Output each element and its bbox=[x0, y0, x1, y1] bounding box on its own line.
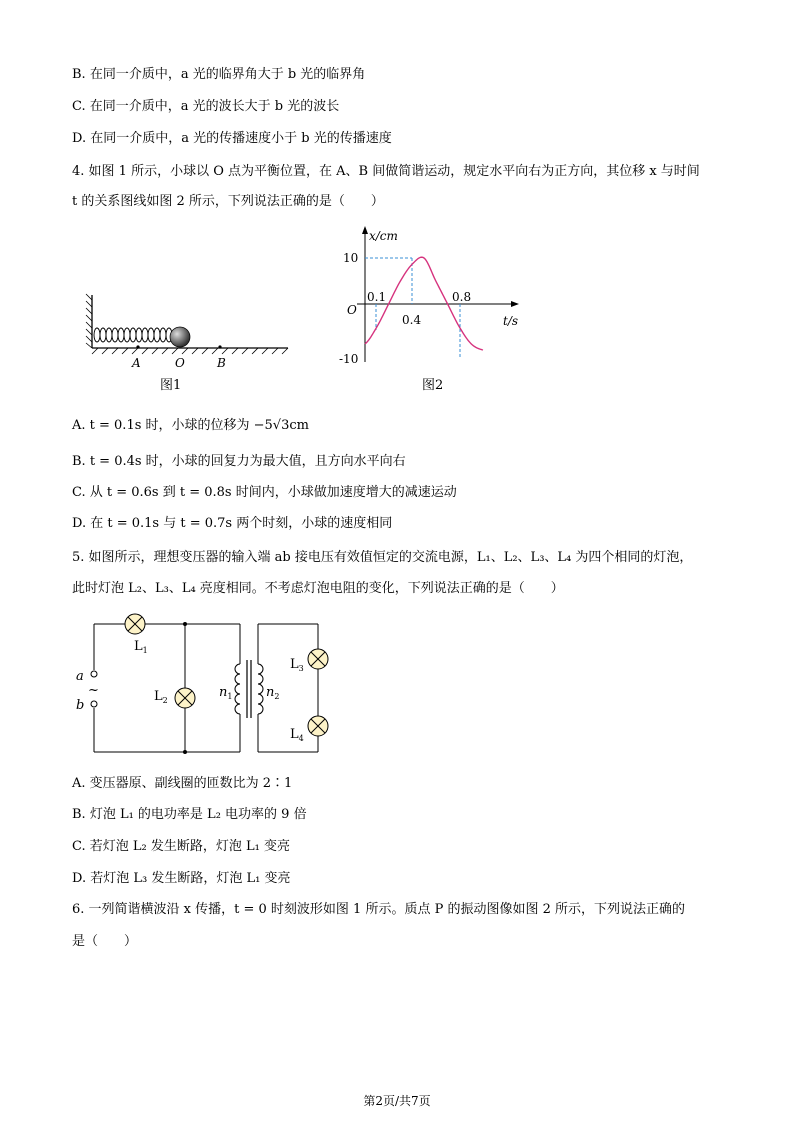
origin-label: O bbox=[347, 303, 357, 317]
q5-option-b: B. 灯泡 L₁ 的电功率是 L₂ 电功率的 9 倍 bbox=[72, 807, 307, 822]
label-o: O bbox=[175, 356, 185, 370]
label-l2: L bbox=[154, 689, 163, 704]
tick-label-10: 10 bbox=[343, 251, 359, 265]
label-l1: L bbox=[134, 639, 143, 654]
label-l3-sub: 3 bbox=[298, 664, 304, 673]
tick-label-0.4: 0.4 bbox=[402, 313, 422, 327]
terminal-a bbox=[91, 671, 97, 677]
q4-figure1-caption: 图1 bbox=[160, 378, 182, 393]
label-n1: n bbox=[219, 685, 228, 700]
spring bbox=[94, 328, 172, 342]
q3-option-c: C. 在同一介质中，a 光的波长大于 b 光的波长 bbox=[72, 99, 340, 114]
label-l4: L bbox=[290, 727, 299, 742]
terminal-b bbox=[91, 701, 97, 707]
q5-transformer-circuit bbox=[68, 608, 338, 760]
q4-figure1-spring-oscillator bbox=[80, 290, 295, 375]
ball bbox=[170, 327, 190, 347]
label-a: A bbox=[132, 356, 141, 370]
svg-text:L3 bbox=[290, 657, 304, 673]
tick-label-0.8: 0.8 bbox=[452, 290, 472, 304]
label-n2-sub: 2 bbox=[274, 692, 280, 701]
label-l4-sub: 4 bbox=[298, 734, 304, 743]
q4-stem-line2: t 的关系图线如图 2 所示，下列说法正确的是（ ） bbox=[72, 194, 384, 209]
q4-option-b: B. t = 0.4s 时，小球的回复力为最大值，且方向水平向右 bbox=[72, 454, 406, 469]
q3-option-b: B. 在同一介质中，a 光的临界角大于 b 光的临界角 bbox=[72, 67, 366, 82]
secondary-coil bbox=[258, 664, 263, 714]
primary-coil bbox=[235, 664, 240, 714]
label-n1-sub: 1 bbox=[227, 692, 233, 701]
svg-text:n2 bbox=[266, 685, 279, 701]
q5-option-d: D. 若灯泡 L₃ 发生断路，灯泡 L₁ 变亮 bbox=[72, 871, 291, 886]
q5-stem-line1: 5. 如图所示，理想变压器的输入端 ab 接电压有效值恒定的交流电源，L₁、L₂、L₃、L₄ 为四个相同的灯泡， bbox=[72, 550, 693, 565]
q5-option-a: A. 变压器原、副线圈的匝数比为 2∶1 bbox=[72, 776, 293, 791]
y-axis-label: x/cm bbox=[369, 229, 398, 243]
svg-text:L1 bbox=[134, 639, 148, 655]
page-footer: 第2页/共7页 bbox=[363, 1094, 431, 1108]
label-a: a bbox=[76, 669, 84, 684]
x-axis-label: t/s bbox=[503, 314, 519, 328]
tick-label-0.1: 0.1 bbox=[367, 290, 387, 304]
label-b: b bbox=[76, 698, 85, 713]
label-l3: L bbox=[290, 657, 299, 672]
q4-option-c: C. 从 t = 0.6s 到 t = 0.8s 时间内，小球做加速度增大的减速运动 bbox=[72, 485, 457, 500]
q3-option-d: D. 在同一介质中，a 光的传播速度小于 b 光的传播速度 bbox=[72, 131, 392, 146]
q6-stem-line2: 是（ ） bbox=[72, 934, 138, 949]
svg-text:L4 bbox=[290, 727, 304, 743]
q4-stem-line1: 4. 如图 1 所示，小球以 O 点为平衡位置，在 A、B 间做简谐运动，规定水平向右为正方向，其位移 x 与时间 bbox=[72, 164, 700, 179]
label-l2-sub: 2 bbox=[162, 696, 168, 705]
q5-option-c: C. 若灯泡 L₂ 发生断路，灯泡 L₁ 变亮 bbox=[72, 839, 290, 854]
ac-source-symbol: ~ bbox=[88, 683, 99, 698]
label-n2: n bbox=[266, 685, 275, 700]
svg-text:n1 bbox=[219, 685, 232, 701]
q5-stem-line2: 此时灯泡 L₂、L₃、L₄ 亮度相同。不考虑灯泡电阻的变化，下列说法正确的是（ ） bbox=[72, 581, 564, 596]
q4-figure2-xt-graph bbox=[335, 222, 535, 374]
q4-option-a: A. t = 0.1s 时，小球的位移为 −5√3cm bbox=[72, 418, 309, 433]
label-b: B bbox=[217, 356, 226, 370]
svg-text:L2 bbox=[154, 689, 168, 705]
tick-label-neg10: -10 bbox=[339, 352, 359, 366]
q4-figure2-caption: 图2 bbox=[422, 378, 444, 393]
q6-stem-line1: 6. 一列简谐横波沿 x 传播，t = 0 时刻波形如图 1 所示。质点 P 的振动图像如图 2 所示，下列说法正确的 bbox=[72, 902, 686, 917]
q4-option-d: D. 在 t = 0.1s 与 t = 0.7s 两个时刻，小球的速度相同 bbox=[72, 516, 393, 531]
label-l1-sub: 1 bbox=[142, 646, 148, 655]
